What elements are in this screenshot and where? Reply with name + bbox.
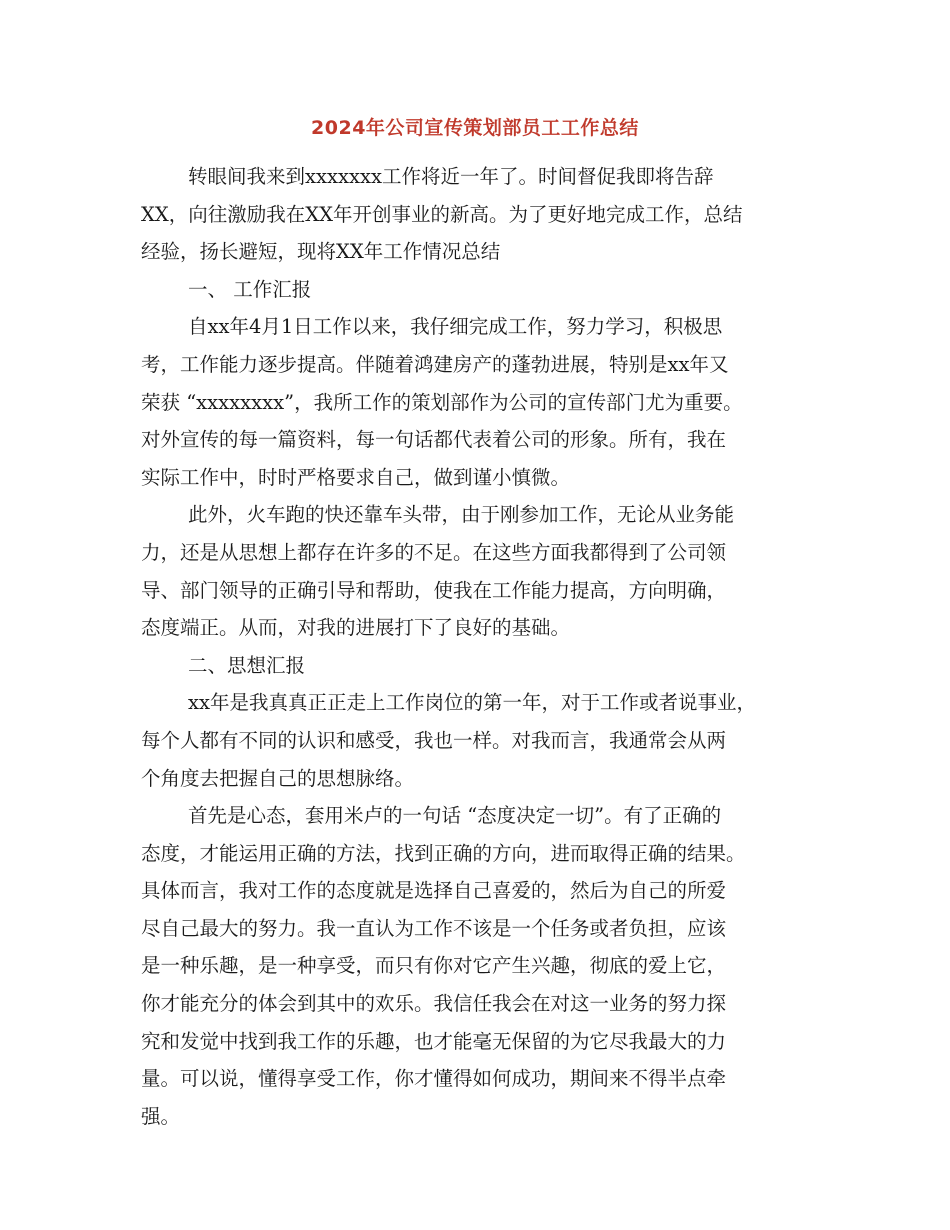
text-line: 自xx年4月1日工作以来，我仔细完成工作，努力学习，积极思 bbox=[188, 315, 723, 339]
text-line: 经验，扬长避短，现将XX年工作情况总结 bbox=[141, 240, 501, 264]
text-line: 此外，火车跑的快还靠车头带，由于刚参加工作，无论从业务能 bbox=[188, 503, 735, 527]
text-line: 荣获 “xxxxxxxx”，我所工作的策划部作为公司的宣传部门尤为重要。 bbox=[141, 390, 743, 414]
text-line: 首先是心态，套用米卢的一句话 “态度决定一切”。有了正确的 bbox=[188, 804, 722, 828]
text-line: 一、 工作汇报 bbox=[188, 277, 312, 301]
text-line: 你才能充分的体会到其中的欢乐。我信任我会在对这一业务的努力探 bbox=[141, 992, 727, 1016]
text-line: 力，还是从思想上都存在许多的不足。在这些方面我都得到了公司领 bbox=[141, 540, 727, 564]
text-line: 考，工作能力逐步提高。伴随着鸿建房产的蓬勃进展，特别是xx年又 bbox=[141, 352, 729, 376]
document-body bbox=[141, 158, 831, 1135]
text-line: 量。可以说，懂得享受工作，你才懂得如何成功，期间来不得半点牵 bbox=[141, 1067, 727, 1091]
document-title: 2024年公司宣传策划部员工工作总结 bbox=[311, 117, 639, 139]
text-line: 究和发觉中找到我工作的乐趣，也才能毫无保留的为它尽我最大的力 bbox=[141, 1029, 727, 1053]
text-line: 实际工作中，时时严格要求自己，做到谨小慎微。 bbox=[141, 465, 571, 489]
text-line: 态度，才能运用正确的方法，找到正确的方向，进而取得正确的结果。 bbox=[141, 841, 746, 865]
text-line: 转眼间我来到xxxxxxx工作将近一年了。时间督促我即将告辞 bbox=[188, 165, 714, 188]
text-line: 对外宣传的每一篇资料，每一句话都代表着公司的形象。所有，我在 bbox=[141, 428, 727, 452]
text-line: 强。 bbox=[141, 1104, 181, 1128]
text-line: 导、部门领导的正确引导和帮助，使我在工作能力提高，方向明确， bbox=[141, 578, 727, 602]
text-line: 态度端正。从而，对我的进展打下了良好的基础。 bbox=[141, 616, 571, 640]
text-line: xx年是我真真正正走上工作岗位的第一年，对于工作或者说事业， bbox=[188, 691, 756, 715]
text-line: 每个人都有不同的认识和感受，我也一样。对我而言，我通常会从两 bbox=[141, 728, 727, 752]
text-line: 尽自己最大的努力。我一直认为工作不该是一个任务或者负担，应该 bbox=[141, 916, 727, 940]
text-line: 具体而言，我对工作的态度就是选择自己喜爱的，然后为自己的所爱 bbox=[141, 879, 727, 903]
text-line: 个角度去把握自己的思想脉络。 bbox=[141, 766, 415, 790]
text-line: 是一种乐趣，是一种享受，而只有你对它产生兴趣，彻底的爱上它， bbox=[141, 954, 727, 978]
text-line: XX，向往激励我在XX年开创事业的新高。为了更好地完成工作，总结 bbox=[141, 202, 743, 226]
text-line: 二、思想汇报 bbox=[188, 653, 306, 677]
